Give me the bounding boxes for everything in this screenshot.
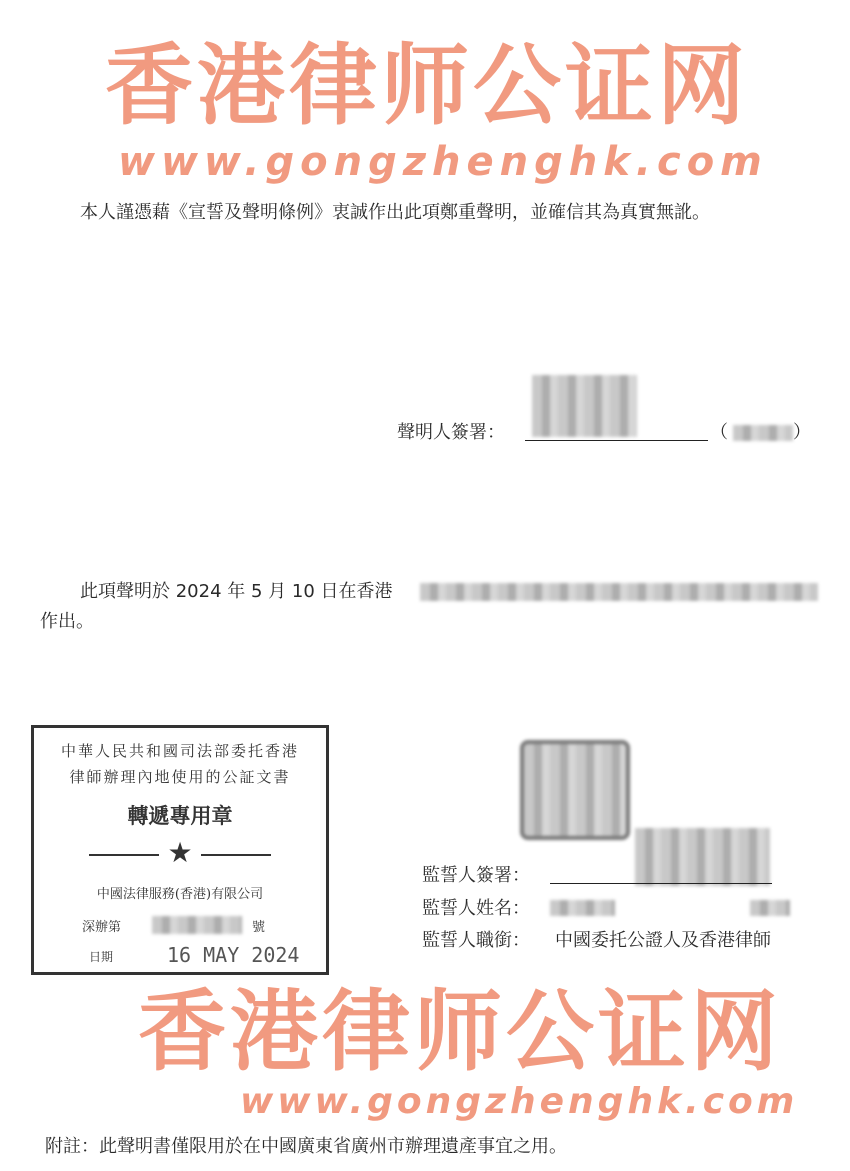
declarant-signature-redacted — [532, 375, 637, 437]
stamp-number-prefix: 深辦第 — [82, 920, 122, 935]
commissioner-name-label: 監誓人姓名： — [422, 898, 530, 919]
commissioner-name-redacted-2 — [750, 900, 790, 916]
commissioner-signature-line — [550, 883, 772, 884]
paren-close: ） — [793, 422, 811, 443]
watermark-url-bottom: www.gongzhenghk.com — [240, 1081, 799, 1122]
made-at-text: 此項聲明於 2024 年 5 月 10 日在香港 — [80, 581, 393, 602]
paren-open: （ — [710, 422, 728, 443]
declarant-signature-label: 聲明人簽署： — [397, 422, 505, 443]
commissioner-signature-redacted — [635, 828, 770, 886]
stamp-date-label: 日期 — [89, 950, 114, 964]
stamp-number-redacted — [152, 916, 242, 934]
footnote: 附註：此聲明書僅限用於在中國廣東省廣州市辦理遺產事宜之用。 — [45, 1136, 567, 1157]
transmittal-stamp — [31, 725, 329, 975]
stamp-line1: 中華人民共和國司法部委托香港 — [60, 742, 299, 760]
watermark-url-top: www.gongzhenghk.com — [118, 139, 768, 185]
declarant-name-redacted — [733, 425, 793, 441]
star-icon: ★ — [34, 836, 326, 869]
location-redacted — [420, 583, 818, 601]
watermark-title-top: 香港律师公证网 — [105, 34, 750, 137]
made-at-end: 作出。 — [40, 611, 94, 632]
seal-redacted — [520, 740, 630, 840]
commissioner-name-redacted — [550, 900, 615, 916]
stamp-date: 16 MAY 2024 — [167, 943, 300, 967]
stamp-number-suffix: 號 — [252, 920, 266, 935]
commissioner-signature-label: 監誓人簽署： — [422, 865, 530, 886]
stamp-line2: 律師辦理內地使用的公証文書 — [69, 768, 291, 786]
declaration-text: 本人謹憑藉《宣誓及聲明條例》衷誠作出此項鄭重聲明，並確信其為真實無訛。 — [80, 202, 710, 223]
stamp-heading: 轉遞專用章 — [127, 804, 233, 828]
signature-line — [525, 440, 708, 441]
commissioner-title-label: 監誓人職銜： — [422, 930, 530, 951]
stamp-company: 中國法律服務(香港)有限公司 — [96, 887, 264, 902]
commissioner-title-value: 中國委托公證人及香港律師 — [555, 930, 771, 951]
watermark-title-bottom: 香港律师公证网 — [138, 980, 783, 1083]
